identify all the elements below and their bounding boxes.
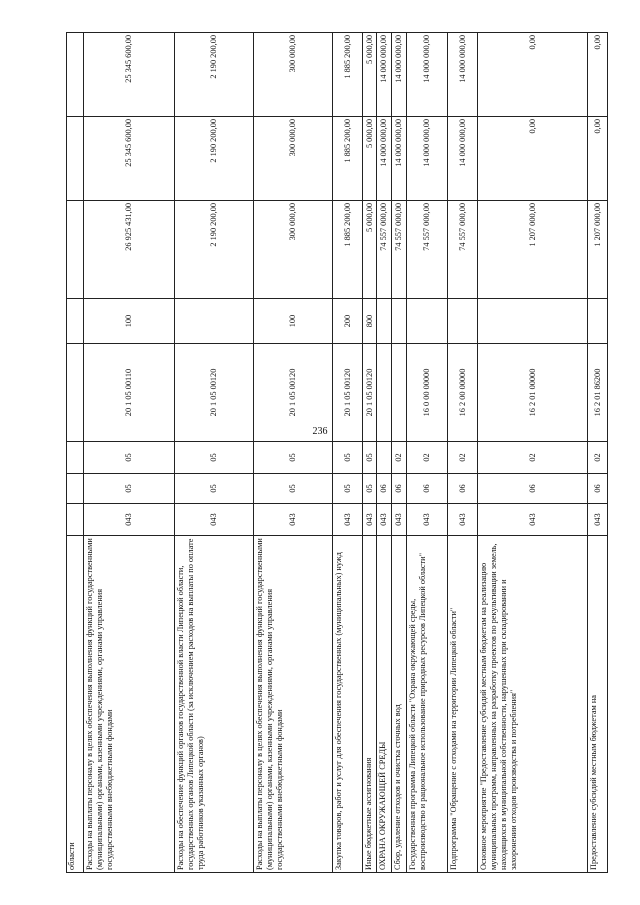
cell-section bbox=[254, 473, 332, 503]
cell-subsection bbox=[363, 441, 376, 473]
cell-name bbox=[377, 535, 391, 873]
cell-text: 25 345 600,00 bbox=[124, 35, 133, 83]
cell-text: 043 bbox=[527, 513, 537, 526]
table-row bbox=[392, 32, 407, 873]
cell-expense bbox=[377, 298, 391, 343]
cell-text: 05 bbox=[288, 453, 297, 462]
cell-text: 1 207 000,00 bbox=[592, 203, 602, 247]
cell-text: 14 000 000,00 bbox=[394, 119, 403, 167]
cell-text: 800 bbox=[364, 314, 374, 328]
cell-text: Расходы на выплаты персоналу в целях обеспечения выполнения функций государственными (муниципальными) органами, казенными учреждениями, органами управления государственными внебюджетными фондами bbox=[85, 538, 114, 870]
table-row bbox=[448, 32, 478, 873]
cell-text: 16 2 01 86200 bbox=[592, 368, 602, 417]
cell-text: 2 190 200,00 bbox=[209, 119, 218, 163]
cell-amount3 bbox=[448, 32, 477, 116]
cell-text: Иные бюджетные ассигнования bbox=[364, 757, 373, 870]
cell-text: 02 bbox=[422, 453, 431, 462]
cell-amount1 bbox=[363, 200, 376, 298]
cell-text: 06 bbox=[527, 484, 537, 493]
cell-expense bbox=[407, 298, 447, 343]
cell-amount2 bbox=[478, 116, 587, 200]
cell-expense bbox=[84, 298, 174, 343]
cell-text: 14 000 000,00 bbox=[457, 35, 467, 83]
cell-text: 2 190 200,00 bbox=[209, 203, 218, 247]
cell-amount2 bbox=[333, 116, 362, 200]
cell-code bbox=[588, 503, 607, 535]
cell-amount1 bbox=[175, 200, 253, 298]
cell-section bbox=[588, 473, 607, 503]
cell-text: 14 000 000,00 bbox=[379, 35, 388, 83]
cell-text: 5 000,00 bbox=[364, 35, 374, 65]
cell-text: 043 bbox=[364, 513, 374, 526]
cell-subsection bbox=[254, 441, 332, 473]
cell-text: 043 bbox=[457, 513, 467, 526]
cell-section bbox=[333, 473, 362, 503]
cell-expense bbox=[392, 298, 406, 343]
cell-target bbox=[448, 343, 477, 441]
cell-target bbox=[84, 343, 174, 441]
cell-text: 300 000,00 bbox=[288, 203, 297, 241]
cell-amount3 bbox=[363, 32, 376, 116]
cell-subsection bbox=[175, 441, 253, 473]
cell-text: 14 000 000,00 bbox=[379, 119, 388, 167]
cell-amount2 bbox=[407, 116, 447, 200]
cell-text: Основное мероприятие "Предоставление субсидий местным бюджетам на реализацию муниципальных программ, направленных на разработку проектов по рекультивации земель, находящихся в муниципальной собственности, нарушенных при складировании и захоронении отходов производства и потребления" bbox=[479, 543, 518, 870]
cell-text: 16 0 00 00000 bbox=[422, 368, 431, 417]
cell-text: 02 bbox=[457, 453, 467, 462]
cell-text: 25 345 600,00 bbox=[124, 119, 133, 167]
cell-text: 1 207 000,00 bbox=[527, 203, 537, 247]
cell-amount1 bbox=[392, 200, 406, 298]
cell-amount2 bbox=[66, 116, 83, 200]
cell-code bbox=[392, 503, 406, 535]
cell-amount2 bbox=[377, 116, 391, 200]
cell-text: Расходы на выплаты персоналу в целях обеспечения выполнения функций государственными (муниципальными) органами, казенными учреждениями, органами управления государственными внебюджетными фондами bbox=[255, 538, 284, 870]
cell-code bbox=[175, 503, 253, 535]
cell-text: 74 557 000,00 bbox=[422, 203, 431, 251]
table-row bbox=[478, 32, 588, 873]
cell-code bbox=[407, 503, 447, 535]
cell-code bbox=[448, 503, 477, 535]
cell-target bbox=[377, 343, 391, 441]
cell-text: 20 1 05 00120 bbox=[364, 368, 374, 417]
cell-text: 043 bbox=[342, 513, 352, 526]
cell-section bbox=[84, 473, 174, 503]
cell-target bbox=[478, 343, 587, 441]
cell-text: 02 bbox=[527, 453, 537, 462]
cell-section bbox=[407, 473, 447, 503]
cell-text: 05 bbox=[209, 453, 218, 462]
cell-amount2 bbox=[448, 116, 477, 200]
cell-amount1 bbox=[66, 200, 83, 298]
cell-text: Закупка товаров, работ и услуг для обеспечения государственных (муниципальных) нужд bbox=[334, 552, 343, 870]
table-row bbox=[84, 32, 175, 873]
cell-text: 200 bbox=[342, 314, 352, 328]
table-row bbox=[66, 32, 84, 873]
cell-text: 0,00 bbox=[592, 119, 602, 134]
cell-text: 06 bbox=[422, 484, 431, 493]
cell-name bbox=[66, 535, 83, 873]
cell-subsection bbox=[392, 441, 406, 473]
cell-subsection bbox=[448, 441, 477, 473]
cell-text: 05 bbox=[124, 453, 133, 462]
cell-text: 06 bbox=[457, 484, 467, 493]
cell-text: 05 bbox=[209, 484, 218, 493]
cell-section bbox=[478, 473, 587, 503]
cell-target bbox=[175, 343, 253, 441]
cell-text: Предоставление субсидий местным бюджетам на bbox=[589, 695, 598, 870]
cell-text: 14 000 000,00 bbox=[422, 119, 431, 167]
cell-text: Подпрограмма "Обращение с отходами на территории Липецкой области" bbox=[449, 607, 458, 870]
cell-text: 06 bbox=[379, 484, 388, 493]
cell-section bbox=[448, 473, 477, 503]
cell-text: 043 bbox=[422, 513, 431, 526]
cell-name bbox=[392, 535, 406, 873]
cell-subsection bbox=[377, 441, 391, 473]
cell-amount2 bbox=[175, 116, 253, 200]
cell-target bbox=[407, 343, 447, 441]
cell-subsection bbox=[407, 441, 447, 473]
cell-text: 1 885 200,00 bbox=[342, 119, 352, 163]
cell-expense bbox=[363, 298, 376, 343]
cell-text: 05 bbox=[342, 484, 352, 493]
table-row bbox=[407, 32, 448, 873]
cell-expense bbox=[175, 298, 253, 343]
table-row bbox=[254, 32, 333, 873]
cell-text: 05 bbox=[364, 453, 374, 462]
cell-amount1 bbox=[588, 200, 607, 298]
table-row bbox=[588, 32, 608, 873]
cell-expense bbox=[66, 298, 83, 343]
cell-section bbox=[363, 473, 376, 503]
cell-code bbox=[66, 503, 83, 535]
cell-text: 74 557 000,00 bbox=[394, 203, 403, 251]
cell-amount3 bbox=[377, 32, 391, 116]
cell-target bbox=[254, 343, 332, 441]
cell-text: 26 925 431,00 bbox=[124, 203, 133, 251]
cell-target bbox=[588, 343, 607, 441]
cell-amount3 bbox=[175, 32, 253, 116]
cell-name bbox=[333, 535, 362, 873]
cell-text: 100 bbox=[124, 314, 133, 328]
cell-amount2 bbox=[254, 116, 332, 200]
cell-text: 14 000 000,00 bbox=[422, 35, 431, 83]
cell-subsection bbox=[333, 441, 362, 473]
cell-text: 74 557 000,00 bbox=[379, 203, 388, 251]
cell-code bbox=[478, 503, 587, 535]
cell-text: Сбор, удаление отходов и очистка сточных вод bbox=[393, 704, 402, 870]
cell-text: 043 bbox=[379, 513, 388, 526]
cell-amount1 bbox=[254, 200, 332, 298]
cell-text: 043 bbox=[209, 513, 218, 526]
cell-name bbox=[84, 535, 174, 873]
cell-text: 300 000,00 bbox=[288, 119, 297, 157]
cell-text: 043 bbox=[592, 513, 602, 526]
cell-amount3 bbox=[407, 32, 447, 116]
cell-amount1 bbox=[377, 200, 391, 298]
cell-name bbox=[588, 535, 607, 873]
cell-text: 100 bbox=[288, 314, 297, 328]
cell-amount2 bbox=[84, 116, 174, 200]
cell-text: 20 1 05 00110 bbox=[124, 368, 133, 417]
cell-amount1 bbox=[333, 200, 362, 298]
cell-text: 20 1 05 00120 bbox=[342, 368, 352, 417]
cell-text: 02 bbox=[592, 453, 602, 462]
cell-text: 1 885 200,00 bbox=[342, 35, 352, 79]
cell-text: 043 bbox=[394, 513, 403, 526]
cell-subsection bbox=[84, 441, 174, 473]
cell-target bbox=[392, 343, 406, 441]
cell-amount3 bbox=[392, 32, 406, 116]
rotated-table-area bbox=[66, 32, 602, 873]
cell-amount1 bbox=[84, 200, 174, 298]
cell-amount3 bbox=[478, 32, 587, 116]
cell-expense bbox=[254, 298, 332, 343]
cell-text: области bbox=[67, 842, 76, 870]
cell-amount2 bbox=[588, 116, 607, 200]
cell-text: 16 2 00 00000 bbox=[457, 368, 467, 417]
cell-amount3 bbox=[254, 32, 332, 116]
cell-name bbox=[363, 535, 376, 873]
cell-expense bbox=[448, 298, 477, 343]
cell-text: 05 bbox=[364, 484, 374, 493]
cell-name bbox=[254, 535, 332, 873]
cell-text: Расходы на обеспечение функций органов государственной власти Липецкой области, государственных органов Липецкой области (за исключением расходов на выплаты по оплате труда работников указанных органов) bbox=[176, 538, 205, 870]
cell-amount1 bbox=[478, 200, 587, 298]
cell-expense bbox=[333, 298, 362, 343]
cell-subsection bbox=[588, 441, 607, 473]
cell-text: 06 bbox=[592, 484, 602, 493]
cell-section bbox=[175, 473, 253, 503]
cell-code bbox=[363, 503, 376, 535]
cell-text: 1 885 200,00 bbox=[342, 203, 352, 247]
cell-text: 74 557 000,00 bbox=[457, 203, 467, 251]
cell-text: Государственная программа Липецкой области "Охрана окружающей среды, воспроизводство и рациональное использование природных ресурсов Липецкой области" bbox=[408, 552, 427, 870]
cell-subsection bbox=[66, 441, 83, 473]
cell-text: 5 000,00 bbox=[364, 203, 374, 233]
cell-code bbox=[377, 503, 391, 535]
cell-expense bbox=[478, 298, 587, 343]
page-number: 236 bbox=[312, 426, 328, 437]
cell-name bbox=[175, 535, 253, 873]
cell-code bbox=[333, 503, 362, 535]
budget-table bbox=[66, 32, 602, 873]
cell-amount3 bbox=[588, 32, 607, 116]
cell-text: 043 bbox=[288, 513, 297, 526]
cell-text: 5 000,00 bbox=[364, 119, 374, 149]
cell-text: 0,00 bbox=[592, 35, 602, 50]
cell-target bbox=[333, 343, 362, 441]
cell-text: 05 bbox=[288, 484, 297, 493]
cell-section bbox=[392, 473, 406, 503]
cell-text: 16 2 01 00000 bbox=[527, 368, 537, 417]
cell-amount2 bbox=[392, 116, 406, 200]
cell-name bbox=[478, 535, 587, 873]
cell-amount1 bbox=[407, 200, 447, 298]
cell-text: 0,00 bbox=[527, 119, 537, 134]
cell-name bbox=[407, 535, 447, 873]
cell-amount3 bbox=[66, 32, 83, 116]
cell-text: 20 1 05 00120 bbox=[288, 368, 297, 417]
table-row bbox=[333, 32, 363, 873]
cell-text: 14 000 000,00 bbox=[394, 35, 403, 83]
cell-section bbox=[66, 473, 83, 503]
cell-expense bbox=[588, 298, 607, 343]
cell-text: 300 000,00 bbox=[288, 35, 297, 73]
table-row bbox=[363, 32, 377, 873]
cell-text: 043 bbox=[124, 513, 133, 526]
cell-target bbox=[66, 343, 83, 441]
cell-name bbox=[448, 535, 477, 873]
cell-text: 2 190 200,00 bbox=[209, 35, 218, 79]
cell-text: 02 bbox=[394, 453, 403, 462]
cell-text: 06 bbox=[394, 484, 403, 493]
cell-text: 14 000 000,00 bbox=[457, 119, 467, 167]
cell-amount2 bbox=[363, 116, 376, 200]
cell-target bbox=[363, 343, 376, 441]
table-row bbox=[377, 32, 392, 873]
cell-code bbox=[84, 503, 174, 535]
cell-text: 20 1 05 00120 bbox=[209, 368, 218, 417]
cell-text: 0,00 bbox=[527, 35, 537, 50]
cell-section bbox=[377, 473, 391, 503]
cell-subsection bbox=[478, 441, 587, 473]
table-row bbox=[175, 32, 254, 873]
cell-text: 05 bbox=[342, 453, 352, 462]
cell-text: ОХРАНА ОКРУЖАЮЩЕЙ СРЕДЫ bbox=[378, 741, 387, 870]
cell-amount3 bbox=[333, 32, 362, 116]
cell-amount3 bbox=[84, 32, 174, 116]
cell-text: 05 bbox=[124, 484, 133, 493]
cell-code bbox=[254, 503, 332, 535]
cell-amount1 bbox=[448, 200, 477, 298]
